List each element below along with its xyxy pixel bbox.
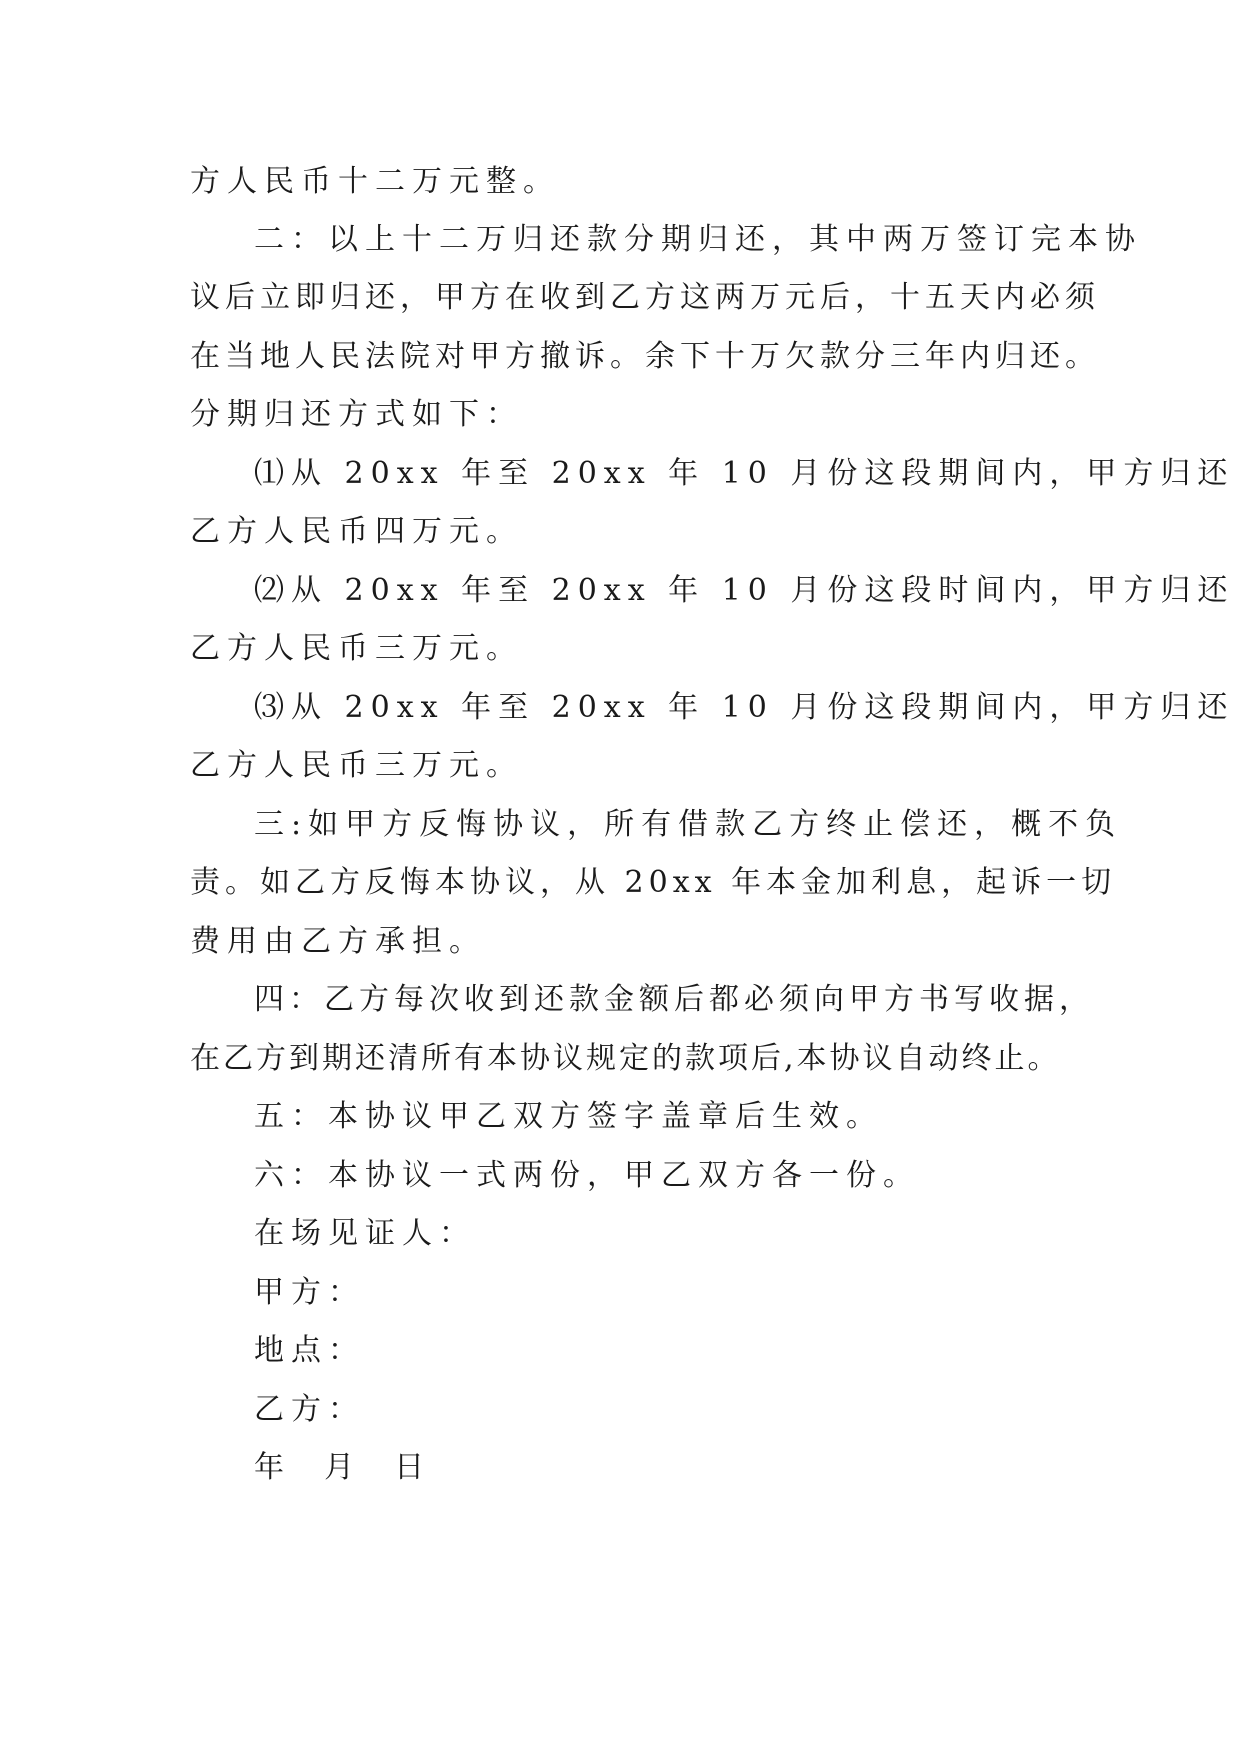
body-line: 方人民币十二万元整。 — [190, 164, 560, 199]
body-line: 责。如乙方反悔本协议，从 20xx 年本金加利息，起诉一切 — [190, 865, 1117, 900]
body-line: 议后立即归还，甲方在收到乙方这两万元后，十五天内必须 — [190, 280, 1100, 315]
installment-one-line: ⑴从 20xx 年至 20xx 年 10 月份这段期间内，甲方归还 — [254, 456, 1235, 491]
witness-label: 在场见证人： — [254, 1216, 476, 1251]
body-line: 分期归还方式如下： — [190, 397, 523, 432]
date-label: 年 月 日 — [254, 1450, 432, 1485]
party-b-label: 乙方： — [254, 1392, 365, 1427]
clause-four-line: 四：乙方每次收到还款金额后都必须向甲方书写收据， — [254, 982, 1094, 1017]
clause-six-line: 六：本协议一式两份，甲乙双方各一份。 — [254, 1158, 920, 1193]
body-line: 乙方人民币三万元。 — [190, 631, 523, 666]
body-line: 乙方人民币三万元。 — [190, 748, 523, 783]
clause-three-line: 三:如甲方反悔协议，所有借款乙方终止偿还，概不负 — [254, 807, 1123, 842]
party-a-label: 甲方： — [254, 1275, 365, 1310]
location-label: 地点： — [254, 1333, 365, 1368]
body-line: 在乙方到期还清所有本协议规定的款项后,本协议自动终止。 — [190, 1041, 1061, 1076]
clause-five-line: 五：本协议甲乙双方签字盖章后生效。 — [254, 1099, 883, 1134]
clause-two-line: 二：以上十二万归还款分期归还，其中两万签订完本协 — [254, 222, 1142, 257]
body-line: 在当地人民法院对甲方撤诉。余下十万欠款分三年内归还。 — [190, 339, 1100, 374]
body-line: 费用由乙方承担。 — [190, 924, 486, 959]
installment-two-line: ⑵从 20xx 年至 20xx 年 10 月份这段时间内，甲方归还 — [254, 573, 1235, 608]
body-line: 乙方人民币四万元。 — [190, 514, 523, 549]
installment-three-line: ⑶从 20xx 年至 20xx 年 10 月份这段期间内，甲方归还 — [254, 690, 1235, 725]
